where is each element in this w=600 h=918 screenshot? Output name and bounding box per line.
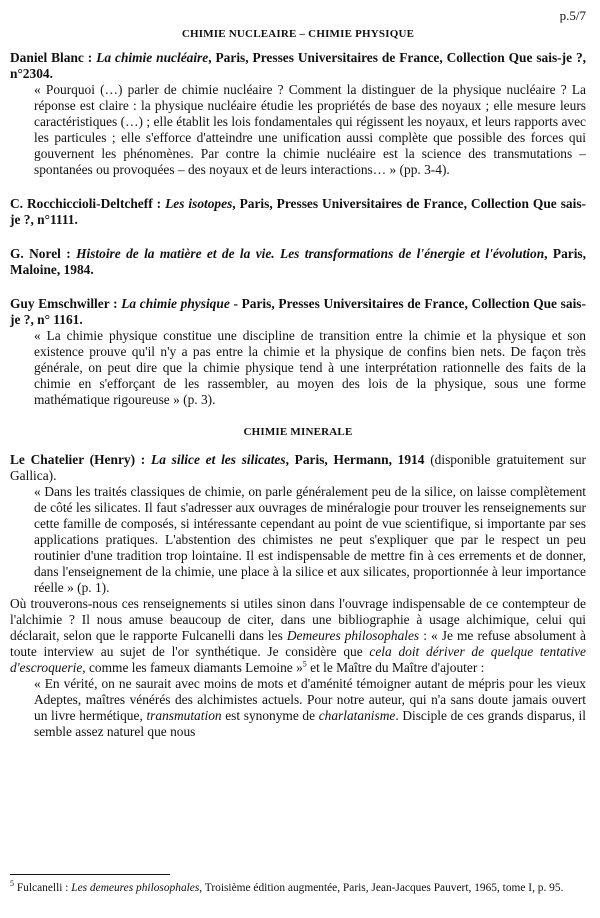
book-title: Histoire de la matière et de la vie. Les transformations de l'énergie et l'évolution bbox=[76, 246, 545, 261]
publication: , Paris, Hermann, 1914 bbox=[285, 452, 425, 467]
book-title: La chimie physique bbox=[121, 296, 230, 311]
bibliography-entry-rocchiccioli bbox=[10, 196, 586, 228]
quote: « Dans les traités classiques de chimie, on parle généralement peu de la silice, on laisse complètement de côté les silicates. Il faut s'adresser aux ouvrages de minéralogie pour trouver les renseignements sur cette famille de composés, si intéressante cependant au point de vue scientifique, si importante par ses applications pratiques. L'abstention des chimistes ne peut s'expliquer que par le respect un peu routinier d'une tradition trop lointaine. Il est indispensable de mettre fin à ces errements et de donner, dans l'enseignement de la chimie, une place à la silice et aux silicates, proportionnée à leur importance réelle » (p. 1). bbox=[34, 484, 586, 595]
author: Le Chatelier (Henry) : bbox=[10, 452, 152, 467]
footnote-divider bbox=[10, 874, 170, 875]
commentary-paragraph bbox=[10, 596, 586, 676]
footnote-5 bbox=[10, 881, 586, 895]
footnote-author: Fulcanelli : bbox=[14, 882, 72, 894]
footnotes bbox=[10, 874, 586, 895]
commentary-text: Où trouverons-nous ces renseignements si utiles sinon dans l'ouvrage indispensable de ce contempteur de l'alchimie ? Il nous amuse beaucoup de citer, dans une bibliographie à usage alchimique, celui qui déclarait, selon que le rapporte Fulcanelli dans les bbox=[10, 596, 586, 643]
footnote-number: 5 bbox=[10, 879, 14, 889]
book-title: Les isotopes bbox=[165, 196, 233, 211]
page-number: p.5/7 bbox=[559, 8, 586, 23]
quote-text: est synonyme de bbox=[221, 708, 319, 723]
author: Guy Emschwiller : bbox=[10, 296, 122, 311]
reference bbox=[10, 452, 586, 484]
quote-text: . Disciple de ces grands disparus, il semble assez naturel que nous bbox=[34, 708, 587, 739]
section-title-mineral: CHIMIE MINERALE bbox=[243, 426, 353, 438]
commentary-text: , comme les fameux diamants Lemoine » bbox=[82, 660, 303, 675]
reference bbox=[10, 196, 586, 228]
emphasized-word: charlatanisme bbox=[318, 708, 396, 723]
book-title: La silice et les silicates bbox=[151, 452, 286, 467]
bibliography-entry-norel bbox=[10, 246, 586, 278]
book-title: La chimie nucléaire bbox=[96, 50, 209, 65]
author: G. Norel : bbox=[10, 246, 77, 261]
cited-title: Demeures philosophales bbox=[286, 628, 420, 643]
bibliography-entry-blanc bbox=[10, 50, 586, 178]
bibliography-entry-emschwiller bbox=[10, 296, 586, 408]
quote: « La chimie physique constitue une discipline de transition entre la chimie et la physique et son existence prouve qu'il n'y a pas entre la chimie et la physique de confins bien nets. De façon très générale, on peut dire que la chimie physique tend à une interprétation rationnelle des faits de la chimie en s'efforçant de les rassembler, au moyen des lois de la physique, sous une forme mathématique rigoureuse » (p. 3). bbox=[34, 328, 586, 407]
publication: - Paris, Presses Universitaires de France, Collection Que sais-je ?, n° 1161. bbox=[10, 296, 586, 327]
quote-text: « En vérité, on ne saurait avec moins de mots et d'aménité témoigner autant de mépris pour les vieux Adeptes, maîtres vénérés des alchimistes actuels. Pour notre auteur, qui n'a sans doute jamais ouvert un livre hermétique, bbox=[34, 676, 586, 723]
footnote-title: Les demeures philosophales bbox=[71, 882, 200, 894]
quote: « Pourquoi (…) parler de chimie nucléaire ? Comment la distinguer de la physique nucléaire ? La réponse est claire : la physique nucléaire étudie les propriétés de base des noyaux ; elle mesure leurs caractéristiques (…) ; elle établit les lois fondamentales qui régissent les noyaux, et leurs rapports avec les particules ; elle s'efforce d'atteindre une unification aussi complète que possible des forces qui gouvernent les phénomènes. Par contre la chimie nucléaire est la science des transmutations – spontanées ou provoquées – des noyaux et de leurs interactions… » (pp. 3-4). bbox=[34, 82, 586, 177]
publication: , Paris, Maloine, 1984. bbox=[10, 246, 586, 277]
footnote-details: , Troisième édition augmentée, Paris, Jean-Jacques Pauvert, 1965, tome I, p. 95. bbox=[199, 882, 564, 894]
emphasized-word: transmutation bbox=[146, 708, 222, 723]
publication: , Paris, Presses Universitaires de France, Collection Que sais-je ?, n°1111. bbox=[10, 196, 586, 227]
footnote-marker: 5 bbox=[302, 659, 307, 669]
author: C. Rocchiccioli-Deltcheff : bbox=[10, 196, 166, 211]
publication: , Paris, Presses Universitaires de France, Collection Que sais-je ?, n°2304. bbox=[10, 50, 587, 81]
reference bbox=[10, 50, 586, 82]
commentary-text: : « Je me refuse absolument à toute interview au sujet de l'or synthétique. Je considère que bbox=[10, 628, 586, 659]
cited-phrase: cela doit dériver de quelque tentative d'escroquerie bbox=[10, 644, 586, 675]
closing-quote bbox=[34, 676, 586, 740]
bibliography-entry-le-chatelier bbox=[10, 452, 586, 596]
reference bbox=[10, 296, 586, 328]
commentary-text: et le Maître du Maître d'ajouter : bbox=[306, 660, 485, 675]
section-title-nuclear-physical: CHIMIE NUCLEAIRE – CHIMIE PHYSIQUE bbox=[181, 28, 415, 40]
availability-note: (disponible gratuitement sur Gallica). bbox=[10, 452, 586, 483]
reference bbox=[10, 246, 586, 278]
author: Daniel Blanc : bbox=[10, 50, 97, 65]
